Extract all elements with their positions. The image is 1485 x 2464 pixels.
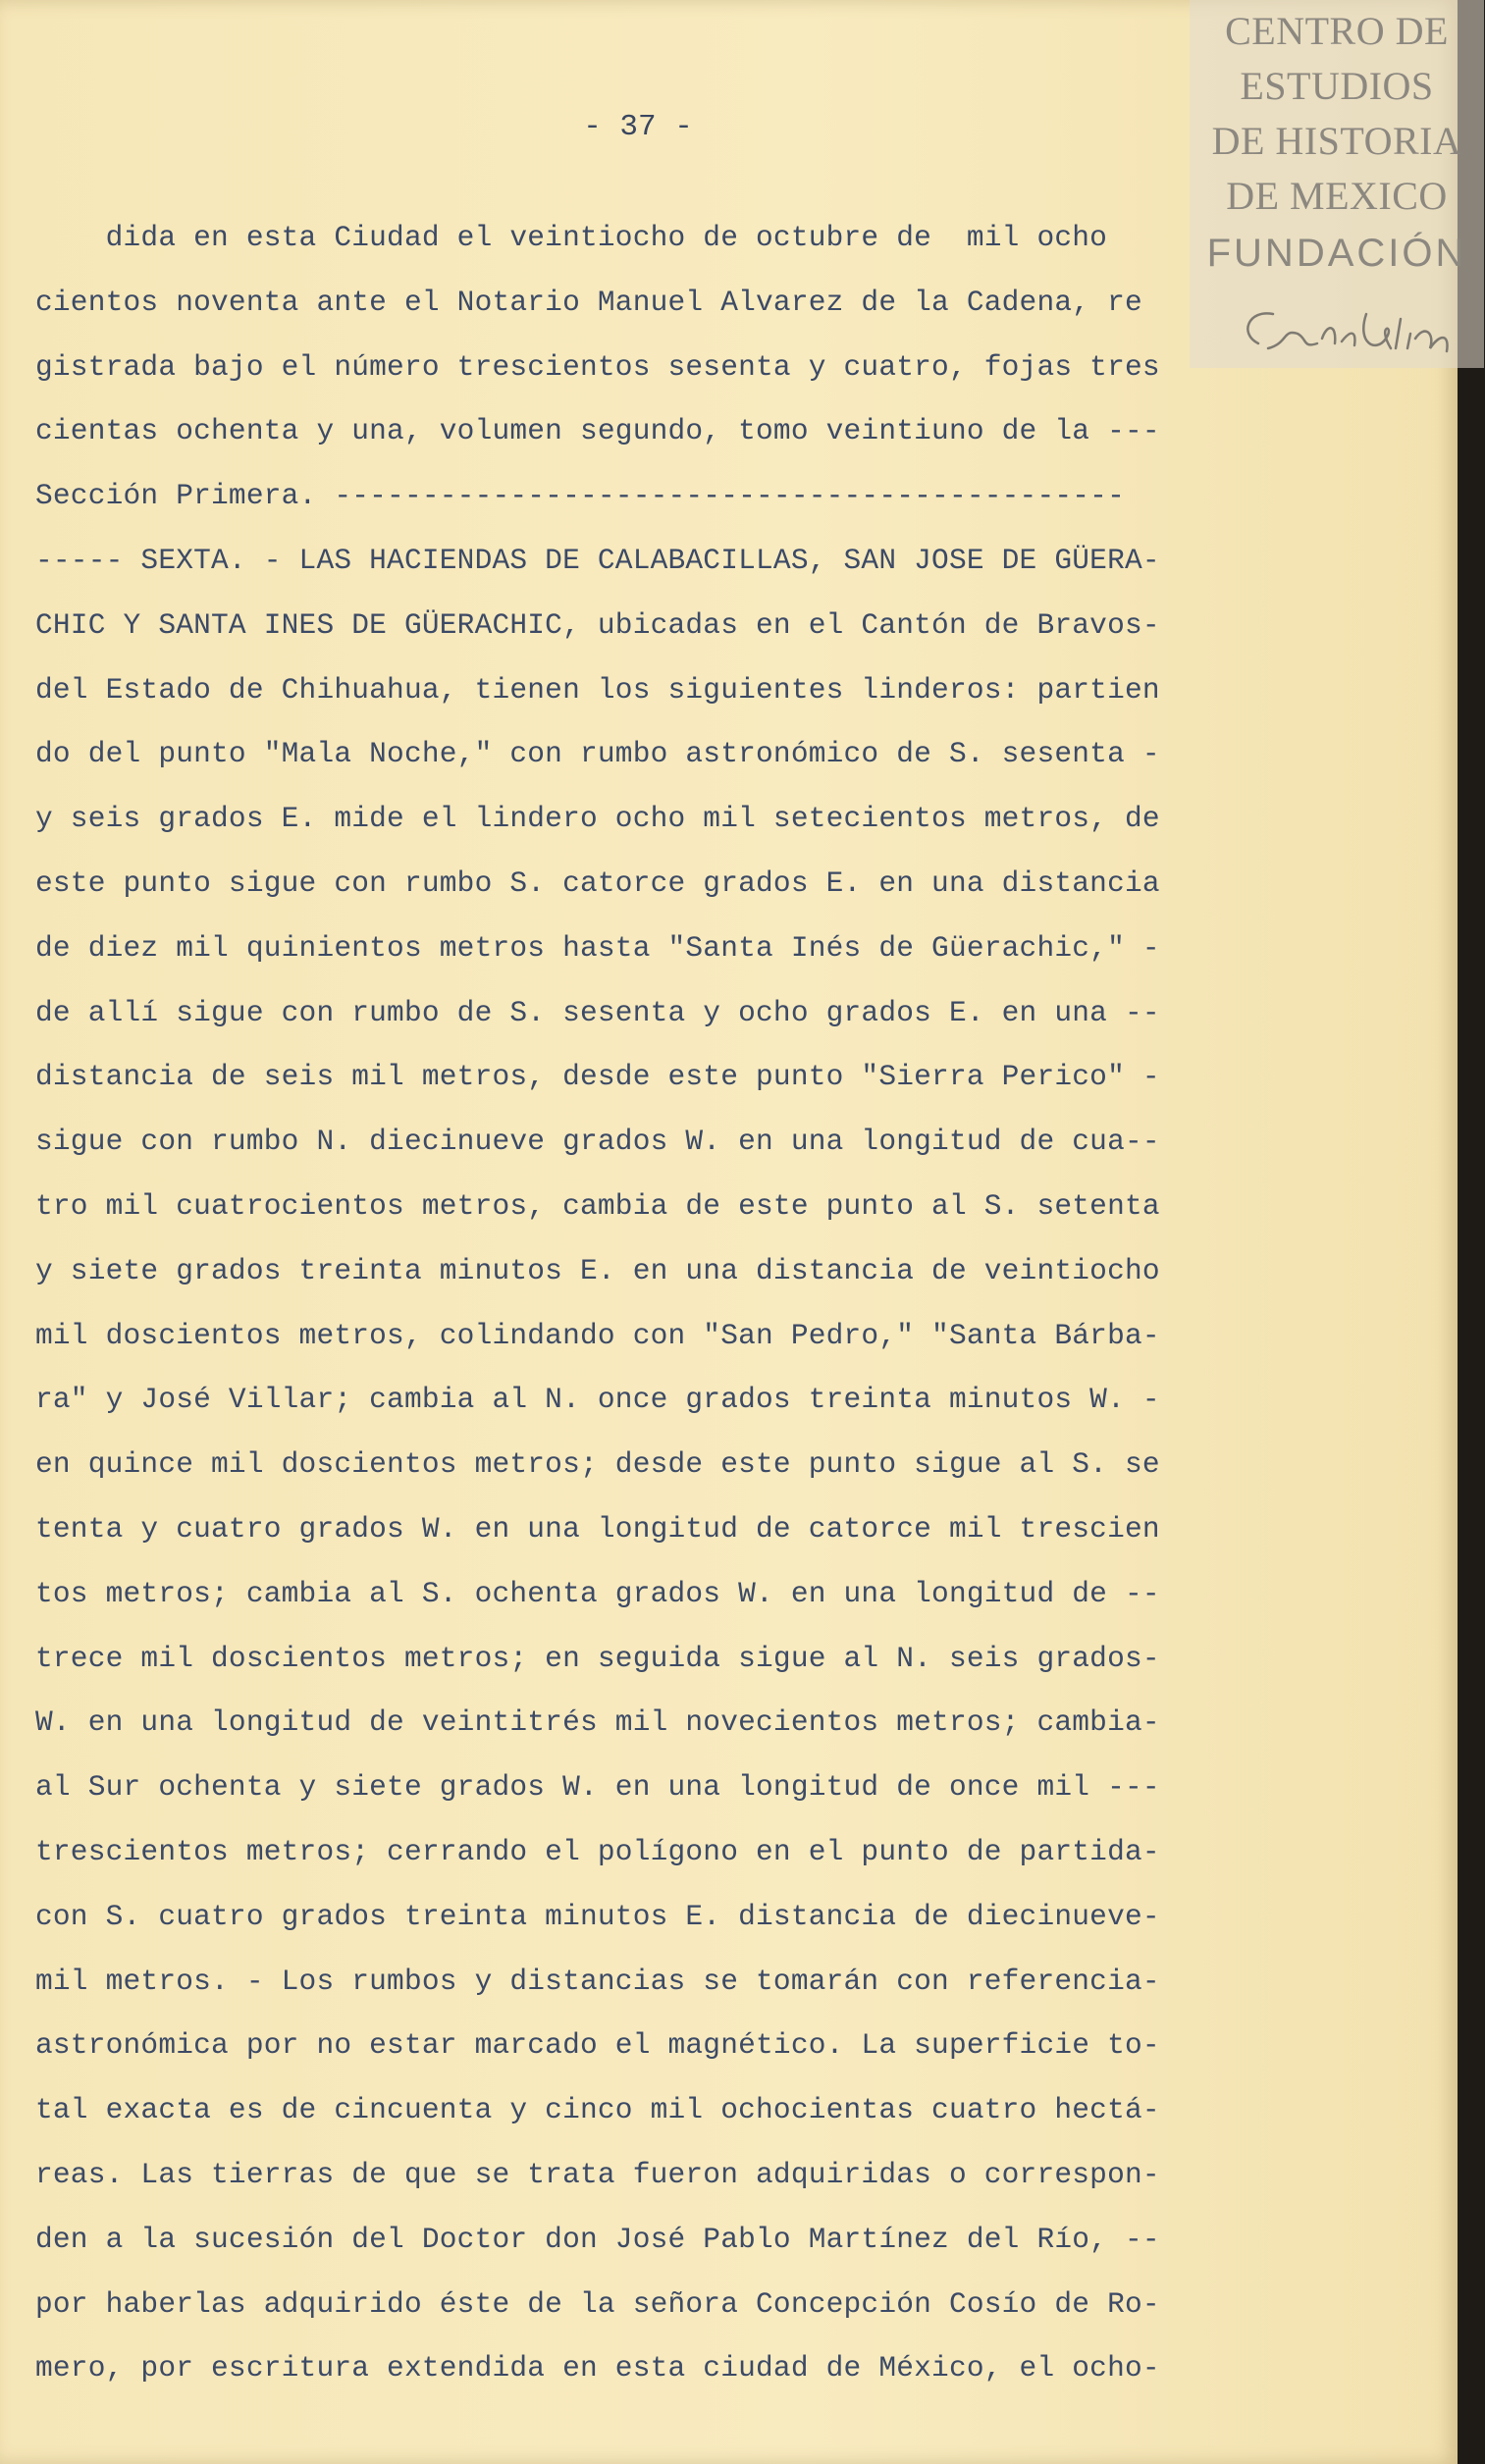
text-line: en quince mil doscientos metros; desde este punto sigue al S. se xyxy=(35,1447,1160,1482)
text-line: tal exacta es de cincuenta y cinco mil ochocientas cuatro hectá- xyxy=(35,2093,1160,2127)
text-line: dida en esta Ciudad el veintiocho de octubre de mil ocho xyxy=(35,221,1108,254)
watermark-line: DE MEXICO xyxy=(1226,174,1448,218)
text-line: cientos noventa ante el Notario Manuel Alvarez de la Cadena, re xyxy=(35,285,1142,319)
text-line: ----- SEXTA. - LAS HACIENDAS DE CALABACILLAS, SAN JOSE DE GÜERA- xyxy=(35,543,1160,577)
text-line: al Sur ochenta y siete grados W. en una longitud de once mil --- xyxy=(35,1770,1160,1805)
watermark-organization: FUNDACIÓN xyxy=(1206,232,1467,275)
text-line: ra" y José Villar; cambia al N. once grados treinta minutos W. - xyxy=(35,1383,1160,1417)
text-line: trece mil doscientos metros; en seguida sigue al N. seis grados- xyxy=(35,1641,1160,1675)
text-line: mil doscientos metros, colindando con "San Pedro," "Santa Bárba- xyxy=(35,1318,1160,1352)
text-line: de allí sigue con rumbo de S. sesenta y ocho grados E. en una -- xyxy=(35,995,1160,1029)
text-line: tos metros; cambia al S. ochenta grados W. en una longitud de -- xyxy=(35,1576,1160,1610)
watermark-line: CENTRO DE xyxy=(1225,9,1449,53)
text-line: mero, por escritura extendida en esta ciudad de México, el ocho- xyxy=(35,2351,1160,2385)
text-line: astronómica por no estar marcado el magnético. La superficie to- xyxy=(35,2028,1160,2063)
document-body xyxy=(35,206,1311,2401)
text-line: y seis grados E. mide el lindero ocho mil setecientos metros, de xyxy=(35,802,1160,836)
text-line: distancia de seis mil metros, desde este punto "Sierra Perico" - xyxy=(35,1060,1160,1094)
text-line: sigue con rumbo N. diecinueve grados W. en una longitud de cua-- xyxy=(35,1125,1160,1159)
text-line: gistrada bajo el número trescientos sesenta y cuatro, fojas tres xyxy=(35,349,1160,384)
signature-icon xyxy=(1229,294,1484,373)
watermark-line: ESTUDIOS xyxy=(1240,64,1434,108)
text-line: con S. cuatro grados treinta minutos E. distancia de diecinueve- xyxy=(35,1899,1160,1933)
text-line: de diez mil quinientos metros hasta "Santa Inés de Güerachic," - xyxy=(35,930,1160,965)
text-line: do del punto "Mala Noche," con rumbo astronómico de S. sesenta - xyxy=(35,737,1160,771)
watermark xyxy=(1190,0,1484,368)
text-line: y siete grados treinta minutos E. en una distancia de veintiocho xyxy=(35,1253,1160,1287)
text-line: tro mil cuatrocientos metros, cambia de este punto al S. setenta xyxy=(35,1188,1160,1223)
text-line: cientas ochenta y una, volumen segundo, tomo veintiuno de la --- xyxy=(35,414,1160,448)
text-line: reas. Las tierras de que se trata fueron adquiridas o correspon- xyxy=(35,2157,1160,2191)
text-line: mil metros. - Los rumbos y distancias se tomarán con referencia- xyxy=(35,1964,1160,1998)
text-line: trescientos metros; cerrando el polígono en el punto de partida- xyxy=(35,1834,1160,1868)
watermark-line: DE HISTORIA xyxy=(1211,119,1462,163)
text-line: W. en una longitud de veintitrés mil novecientos metros; cambia- xyxy=(35,1705,1160,1740)
text-line: tenta y cuatro grados W. en una longitud de catorce mil trescien xyxy=(35,1511,1160,1546)
text-line: den a la sucesión del Doctor don José Pablo Martínez del Río, -- xyxy=(35,2222,1160,2256)
text-line: CHIC Y SANTA INES DE GÜERACHIC, ubicadas en el Cantón de Bravos- xyxy=(35,607,1160,642)
text-line: por haberlas adquirido éste de la señora Concepción Cosío de Ro- xyxy=(35,2286,1160,2321)
text-line: Sección Primera. --------------------------------------------- xyxy=(35,479,1125,513)
page-number: - 37 - xyxy=(583,110,693,144)
text-line: del Estado de Chihuahua, tienen los siguientes linderos: partien xyxy=(35,672,1160,707)
text-line: este punto sigue con rumbo S. catorce grados E. en una distancia xyxy=(35,865,1160,900)
